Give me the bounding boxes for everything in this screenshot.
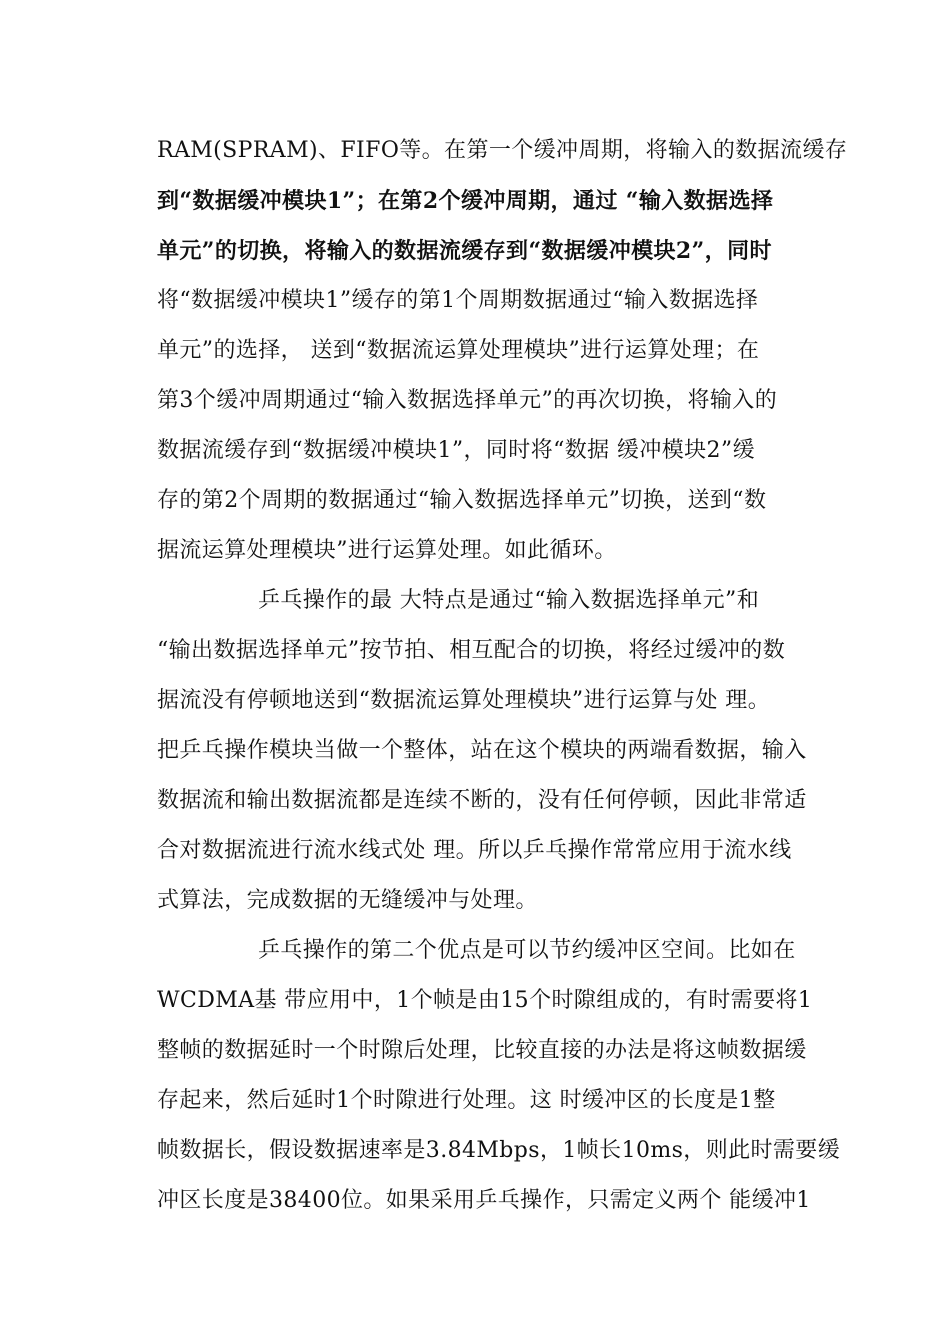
text-line: “输出数据选择单元”按节拍、相互配合的切换，将经过缓冲的数 — [157, 638, 786, 663]
text-line: 存起来，然后延时1个时隙进行处理。这 时缓冲区的长度是1整 — [157, 1088, 776, 1113]
text-line: 单元”的切换，将输入的数据流缓存到“数据缓冲模块2”，同时 — [157, 238, 772, 264]
text-line: 把乒乓操作模块当做一个整体，站在这个模块的两端看数据，输入 — [157, 738, 807, 763]
text-line: 据流没有停顿地送到“数据流运算处理模块”进行运算与处 理。 — [157, 688, 771, 713]
text-line: 到“数据缓冲模块1”；在第2个缓冲周期，通过 “输入数据选择 — [157, 188, 774, 214]
text-line: 数据流和输出数据流都是连续不断的，没有任何停顿，因此非常适 — [157, 788, 807, 813]
text-line: 单元”的选择， 送到“数据流运算处理模块”进行运算处理；在 — [157, 338, 760, 363]
text-line: WCDMA基 带应用中，1个帧是由15个时隙组成的，有时需要将1 — [157, 988, 813, 1013]
text-line: RAM(SPRAM)、FIFO等。在第一个缓冲周期，将输入的数据流缓存 — [157, 138, 848, 163]
paragraph-first-line: 乒乓操作的第二个优点是可以节约缓冲区空间。比如在 — [258, 938, 796, 963]
text-line: 数据流缓存到“数据缓冲模块1”，同时将“数据 缓冲模块2”缓 — [157, 438, 755, 463]
text-line: 第3个缓冲周期通过“输入数据选择单元”的再次切换，将输入的 — [157, 388, 778, 413]
text-line: 合对数据流进行流水线式处 理。所以乒乓操作常常应用于流水线 — [157, 838, 792, 863]
text-line: 据流运算处理模块”进行运算处理。如此循环。 — [157, 538, 617, 563]
text-line: 存的第2个周期的数据通过“输入数据选择单元”切换，送到“数 — [157, 488, 767, 513]
text-line: 式算法，完成数据的无缝缓冲与处理。 — [157, 888, 538, 913]
text-line: 整帧的数据延时一个时隙后处理，比较直接的办法是将这帧数据缓 — [157, 1038, 807, 1063]
text-line: 帧数据长，假设数据速率是3.84Mbps，1帧长10ms，则此时需要缓 — [157, 1138, 841, 1163]
paragraph-first-line: 乒乓操作的最 大特点是通过“输入数据选择单元”和 — [258, 588, 760, 613]
text-line: 冲区长度是38400位。如果采用乒乓操作，只需定义两个 能缓冲1 — [157, 1188, 811, 1213]
text-line: 将“数据缓冲模块1”缓存的第1个周期数据通过“输入数据选择 — [157, 288, 759, 313]
